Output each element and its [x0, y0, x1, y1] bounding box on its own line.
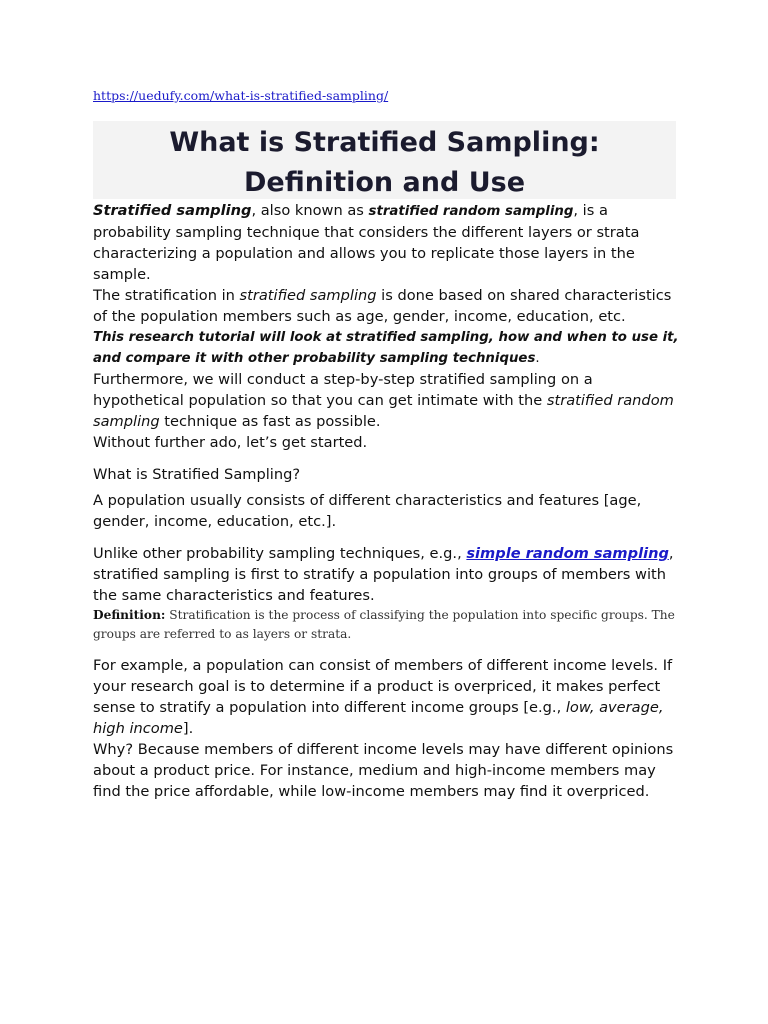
page-title: What is Stratified Sampling: Definition and Use — [169, 127, 600, 198]
steps-term: stratified random sampling — [93, 392, 674, 430]
income-groups-term: low, average, high income — [93, 699, 664, 737]
source-url-link[interactable]: https://uedufy.com/what-is-stratified-sampling/ — [93, 88, 389, 103]
why-paragraph: Why? Because members of different income levels may have different opinions about a product price. For instance, medium and high-income members may find the price affordable, while low-income members may find it overpriced. — [93, 741, 674, 800]
definition-text: Stratification is the process of classifying the population into specific groups. The groups are referred to as layers or strata. — [93, 608, 675, 641]
tutorial-summary-paragraph — [93, 327, 683, 369]
intro-text-a: , also known as — [251, 202, 369, 219]
tutorial-summary-end: . — [535, 351, 540, 366]
population-paragraph: A population usually consists of different characteristics and features [age, gender, income, education, etc.]. — [93, 492, 642, 530]
spacer — [93, 532, 683, 543]
step-by-step-paragraph — [93, 369, 683, 432]
intro-text-b: , is a probability sampling technique that considers the different layers or strata characterizing a population and allows you to replicate those layers in the sample. — [93, 202, 640, 283]
strat-text-a: The stratification in — [93, 287, 240, 304]
strat-term: stratified sampling — [239, 287, 377, 304]
get-started-paragraph: Without further ado, let’s get started. — [93, 434, 368, 451]
article-body — [93, 200, 683, 802]
term-stratified-random-sampling: stratified random sampling — [368, 204, 574, 219]
unlike-paragraph — [93, 543, 683, 606]
intro-paragraph — [93, 200, 683, 285]
stratification-paragraph — [93, 285, 683, 327]
steps-text-b: technique as fast as possible. — [159, 413, 381, 430]
strat-text-b: is done based on shared characteristics of the population members such as age, gender, income, education, etc. — [93, 287, 672, 325]
term-stratified-sampling: Stratified sampling — [93, 202, 252, 219]
title-block — [93, 121, 676, 199]
section-heading: What is Stratified Sampling? — [93, 466, 301, 483]
definition-label: Definition: — [93, 608, 166, 622]
example-paragraph — [93, 655, 683, 739]
example-text-b: ]. — [182, 720, 194, 737]
simple-random-sampling-link[interactable]: simple random sampling — [466, 545, 669, 562]
tutorial-summary-text: This research tutorial will look at stratified sampling, how and when to use it, and compare it with other probability sampling techniques — [93, 330, 679, 366]
example-text-a: For example, a population can consist of members of different income levels. If your research goal is to determine if a product is overpriced, it makes perfect sense to stratify a population into different income groups [e.g., — [93, 657, 673, 716]
steps-text-a: Furthermore, we will conduct a step-by-step stratified sampling on a hypothetical population so that you can get intimate with the — [93, 371, 593, 409]
spacer — [93, 644, 683, 655]
unlike-text-a: Unlike other probability sampling techniques, e.g., — [93, 545, 467, 562]
definition-paragraph — [93, 606, 683, 644]
spacer — [93, 453, 683, 464]
unlike-text-b: , stratified sampling is first to stratify a population into groups of members with the same characteristics and features. — [93, 545, 674, 604]
